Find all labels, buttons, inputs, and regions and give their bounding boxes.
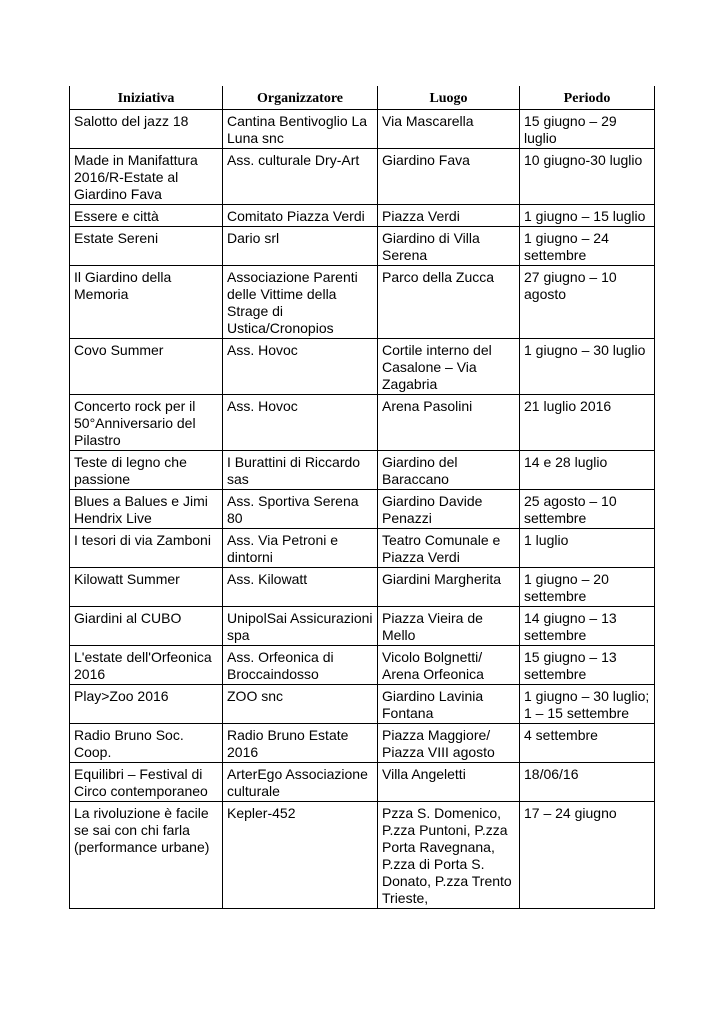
cell-text: L'estate dell'Orfeonica 2016 — [74, 649, 212, 682]
cell-luogo — [378, 685, 520, 724]
cell-luogo — [378, 802, 520, 909]
cell-periodo — [520, 802, 655, 909]
cell-luogo — [378, 339, 520, 395]
cell-text: Giardini al CUBO — [74, 610, 182, 626]
cell-periodo — [520, 339, 655, 395]
cell-periodo — [520, 529, 655, 568]
table-row — [70, 266, 655, 339]
cell-organizzatore — [223, 395, 378, 451]
cell-periodo — [520, 724, 655, 763]
cell-text: Il Giardino della Memoria — [74, 269, 172, 302]
cell-periodo — [520, 763, 655, 802]
cell-text: Ass. Kilowatt — [227, 571, 308, 587]
table-row — [70, 802, 655, 909]
header-organizzatore: Organizzatore — [223, 86, 378, 110]
cell-iniziativa — [70, 451, 223, 490]
table-row — [70, 205, 655, 227]
cell-periodo — [520, 451, 655, 490]
table-row — [70, 110, 655, 149]
cell-text: 14 e 28 luglio — [524, 454, 608, 470]
table-row — [70, 339, 655, 395]
cell-text: Pzza S. Domenico, P.zza Puntoni, P.zza Porta Ravegnana, P.zza di Porta S. Donato, P.zza Trento Trieste, — [382, 805, 512, 906]
cell-luogo — [378, 110, 520, 149]
cell-iniziativa — [70, 607, 223, 646]
cell-text: Arena Pasolini — [382, 398, 473, 414]
cell-organizzatore — [223, 110, 378, 149]
cell-periodo — [520, 607, 655, 646]
cell-text: Essere e città — [74, 208, 159, 224]
cell-text: 25 agosto – 10 settembre — [524, 493, 617, 526]
header-iniziativa: Iniziativa — [70, 86, 223, 110]
cell-luogo — [378, 724, 520, 763]
cell-text: Cortile interno del Casalone – Via Zagabria — [382, 342, 492, 392]
cell-text: Blues a Balues e Jimi Hendrix Live — [74, 493, 208, 526]
cell-periodo — [520, 646, 655, 685]
cell-text: Ass. Via Petroni e dintorni — [227, 532, 339, 565]
cell-text: Piazza Maggiore/ Piazza VIII agosto — [382, 727, 495, 760]
cell-text: 15 giugno – 13 settembre — [524, 649, 617, 682]
cell-organizzatore — [223, 763, 378, 802]
cell-periodo — [520, 149, 655, 205]
cell-text: Radio Bruno Soc. Coop. — [74, 727, 184, 760]
header-luogo: Luogo — [378, 86, 520, 110]
cell-periodo — [520, 490, 655, 529]
cell-text: Estate Sereni — [74, 230, 159, 246]
cell-text: 1 giugno – 20 settembre — [524, 571, 609, 604]
cell-text: 27 giugno – 10 agosto — [524, 269, 617, 302]
table-row — [70, 395, 655, 451]
cell-iniziativa — [70, 724, 223, 763]
table-row — [70, 568, 655, 607]
cell-luogo — [378, 266, 520, 339]
cell-luogo — [378, 149, 520, 205]
cell-text: Giardino di Villa Serena — [382, 230, 480, 263]
cell-text: 14 giugno – 13 settembre — [524, 610, 617, 643]
cell-luogo — [378, 451, 520, 490]
cell-text: ArterEgo Associazione culturale — [227, 766, 368, 799]
cell-text: Ass. Hovoc — [227, 398, 298, 414]
cell-luogo — [378, 227, 520, 266]
cell-text: Ass. Hovoc — [227, 342, 298, 358]
cell-text: Kilowatt Summer — [74, 571, 180, 587]
cell-text: Play>Zoo 2016 — [74, 688, 169, 704]
cell-text: Teatro Comunale e Piazza Verdi — [382, 532, 501, 565]
cell-luogo — [378, 205, 520, 227]
cell-text: 15 giugno – 29 luglio — [524, 113, 617, 146]
cell-text: Villa Angeletti — [382, 766, 466, 782]
table-row — [70, 227, 655, 266]
cell-iniziativa — [70, 568, 223, 607]
cell-text: Dario srl — [227, 230, 280, 246]
cell-iniziativa — [70, 227, 223, 266]
cell-organizzatore — [223, 568, 378, 607]
table-row — [70, 149, 655, 205]
table-header-row — [70, 86, 655, 110]
table-row — [70, 451, 655, 490]
cell-iniziativa — [70, 205, 223, 227]
cell-text: Giardino Fava — [382, 152, 470, 168]
table-row — [70, 724, 655, 763]
cell-text: 18/06/16 — [524, 766, 579, 782]
cell-text: Giardino del Baraccano — [382, 454, 458, 487]
cell-periodo — [520, 395, 655, 451]
cell-periodo — [520, 227, 655, 266]
cell-text: Ass. culturale Dry-Art — [227, 152, 360, 168]
cell-text: Cantina Bentivoglio La Luna snc — [227, 113, 368, 146]
table-body — [70, 110, 655, 909]
cell-organizzatore — [223, 529, 378, 568]
cell-text: 10 giugno-30 luglio — [524, 152, 643, 168]
table-row — [70, 607, 655, 646]
table-row — [70, 685, 655, 724]
cell-iniziativa — [70, 802, 223, 909]
cell-text: I tesori di via Zamboni — [74, 532, 211, 548]
cell-luogo — [378, 529, 520, 568]
cell-text: Giardino Davide Penazzi — [382, 493, 483, 526]
cell-iniziativa — [70, 339, 223, 395]
cell-organizzatore — [223, 802, 378, 909]
cell-organizzatore — [223, 607, 378, 646]
cell-periodo — [520, 205, 655, 227]
cell-text: Teste di legno che passione — [74, 454, 187, 487]
cell-text: La rivoluzione è facile se sai con chi farla (performance urbane) — [74, 805, 210, 855]
cell-iniziativa — [70, 646, 223, 685]
cell-organizzatore — [223, 646, 378, 685]
cell-text: Via Mascarella — [382, 113, 474, 129]
cell-text: 1 luglio — [524, 532, 569, 548]
cell-periodo — [520, 266, 655, 339]
table-row — [70, 646, 655, 685]
cell-text: Piazza Verdi — [382, 208, 460, 224]
header-periodo: Periodo — [520, 86, 655, 110]
cell-organizzatore — [223, 685, 378, 724]
cell-iniziativa — [70, 395, 223, 451]
cell-iniziativa — [70, 763, 223, 802]
table-row — [70, 529, 655, 568]
cell-organizzatore — [223, 205, 378, 227]
cell-text: Made in Manifattura 2016/R-Estate al Giardino Fava — [74, 152, 198, 202]
cell-text: Covo Summer — [74, 342, 164, 358]
cell-periodo — [520, 685, 655, 724]
cell-iniziativa — [70, 529, 223, 568]
cell-text: Vicolo Bolgnetti/ Arena Orfeonica — [382, 649, 484, 682]
cell-text: Kepler-452 — [227, 805, 296, 821]
cell-text: Associazione Parenti delle Vittime della Strage di Ustica/Cronopios — [227, 269, 358, 336]
cell-organizzatore — [223, 339, 378, 395]
cell-text: Parco della Zucca — [382, 269, 495, 285]
cell-luogo — [378, 646, 520, 685]
cell-iniziativa — [70, 490, 223, 529]
cell-iniziativa — [70, 149, 223, 205]
cell-text: 1 giugno – 15 luglio — [524, 208, 646, 224]
cell-text: 21 luglio 2016 — [524, 398, 612, 414]
cell-text: ZOO snc — [227, 688, 284, 704]
cell-organizzatore — [223, 266, 378, 339]
cell-text: 1 giugno – 24 settembre — [524, 230, 609, 263]
events-table — [69, 86, 655, 909]
cell-text: Radio Bruno Estate 2016 — [227, 727, 349, 760]
cell-luogo — [378, 607, 520, 646]
cell-organizzatore — [223, 227, 378, 266]
cell-iniziativa — [70, 110, 223, 149]
cell-text: 1 giugno – 30 luglio — [524, 342, 646, 358]
cell-text: Salotto del jazz 18 — [74, 113, 189, 129]
cell-text: Equilibri – Festival di Circo contemporaneo — [74, 766, 208, 799]
cell-text: 1 giugno – 30 luglio; 1 – 15 settembre — [524, 688, 650, 721]
cell-periodo — [520, 110, 655, 149]
cell-periodo — [520, 568, 655, 607]
cell-text: 4 settembre — [524, 727, 598, 743]
cell-organizzatore — [223, 149, 378, 205]
cell-text: Piazza Vieira de Mello — [382, 610, 483, 643]
cell-luogo — [378, 568, 520, 607]
cell-organizzatore — [223, 490, 378, 529]
cell-text: Giardino Lavinia Fontana — [382, 688, 484, 721]
cell-text: 17 – 24 giugno — [524, 805, 617, 821]
cell-luogo — [378, 763, 520, 802]
cell-text: Comitato Piazza Verdi — [227, 208, 365, 224]
cell-text: Ass. Orfeonica di Broccaindosso — [227, 649, 334, 682]
cell-text: UnipolSai Assicurazioni spa — [227, 610, 373, 643]
cell-organizzatore — [223, 451, 378, 490]
cell-text: Concerto rock per il 50°Anniversario del Pilastro — [74, 398, 196, 448]
cell-iniziativa — [70, 685, 223, 724]
cell-text: Ass. Sportiva Serena 80 — [227, 493, 359, 526]
cell-luogo — [378, 395, 520, 451]
cell-text: I Burattini di Riccardo sas — [227, 454, 361, 487]
cell-organizzatore — [223, 724, 378, 763]
cell-text: Giardini Margherita — [382, 571, 502, 587]
cell-luogo — [378, 490, 520, 529]
cell-iniziativa — [70, 266, 223, 339]
table-row — [70, 490, 655, 529]
table-row — [70, 763, 655, 802]
